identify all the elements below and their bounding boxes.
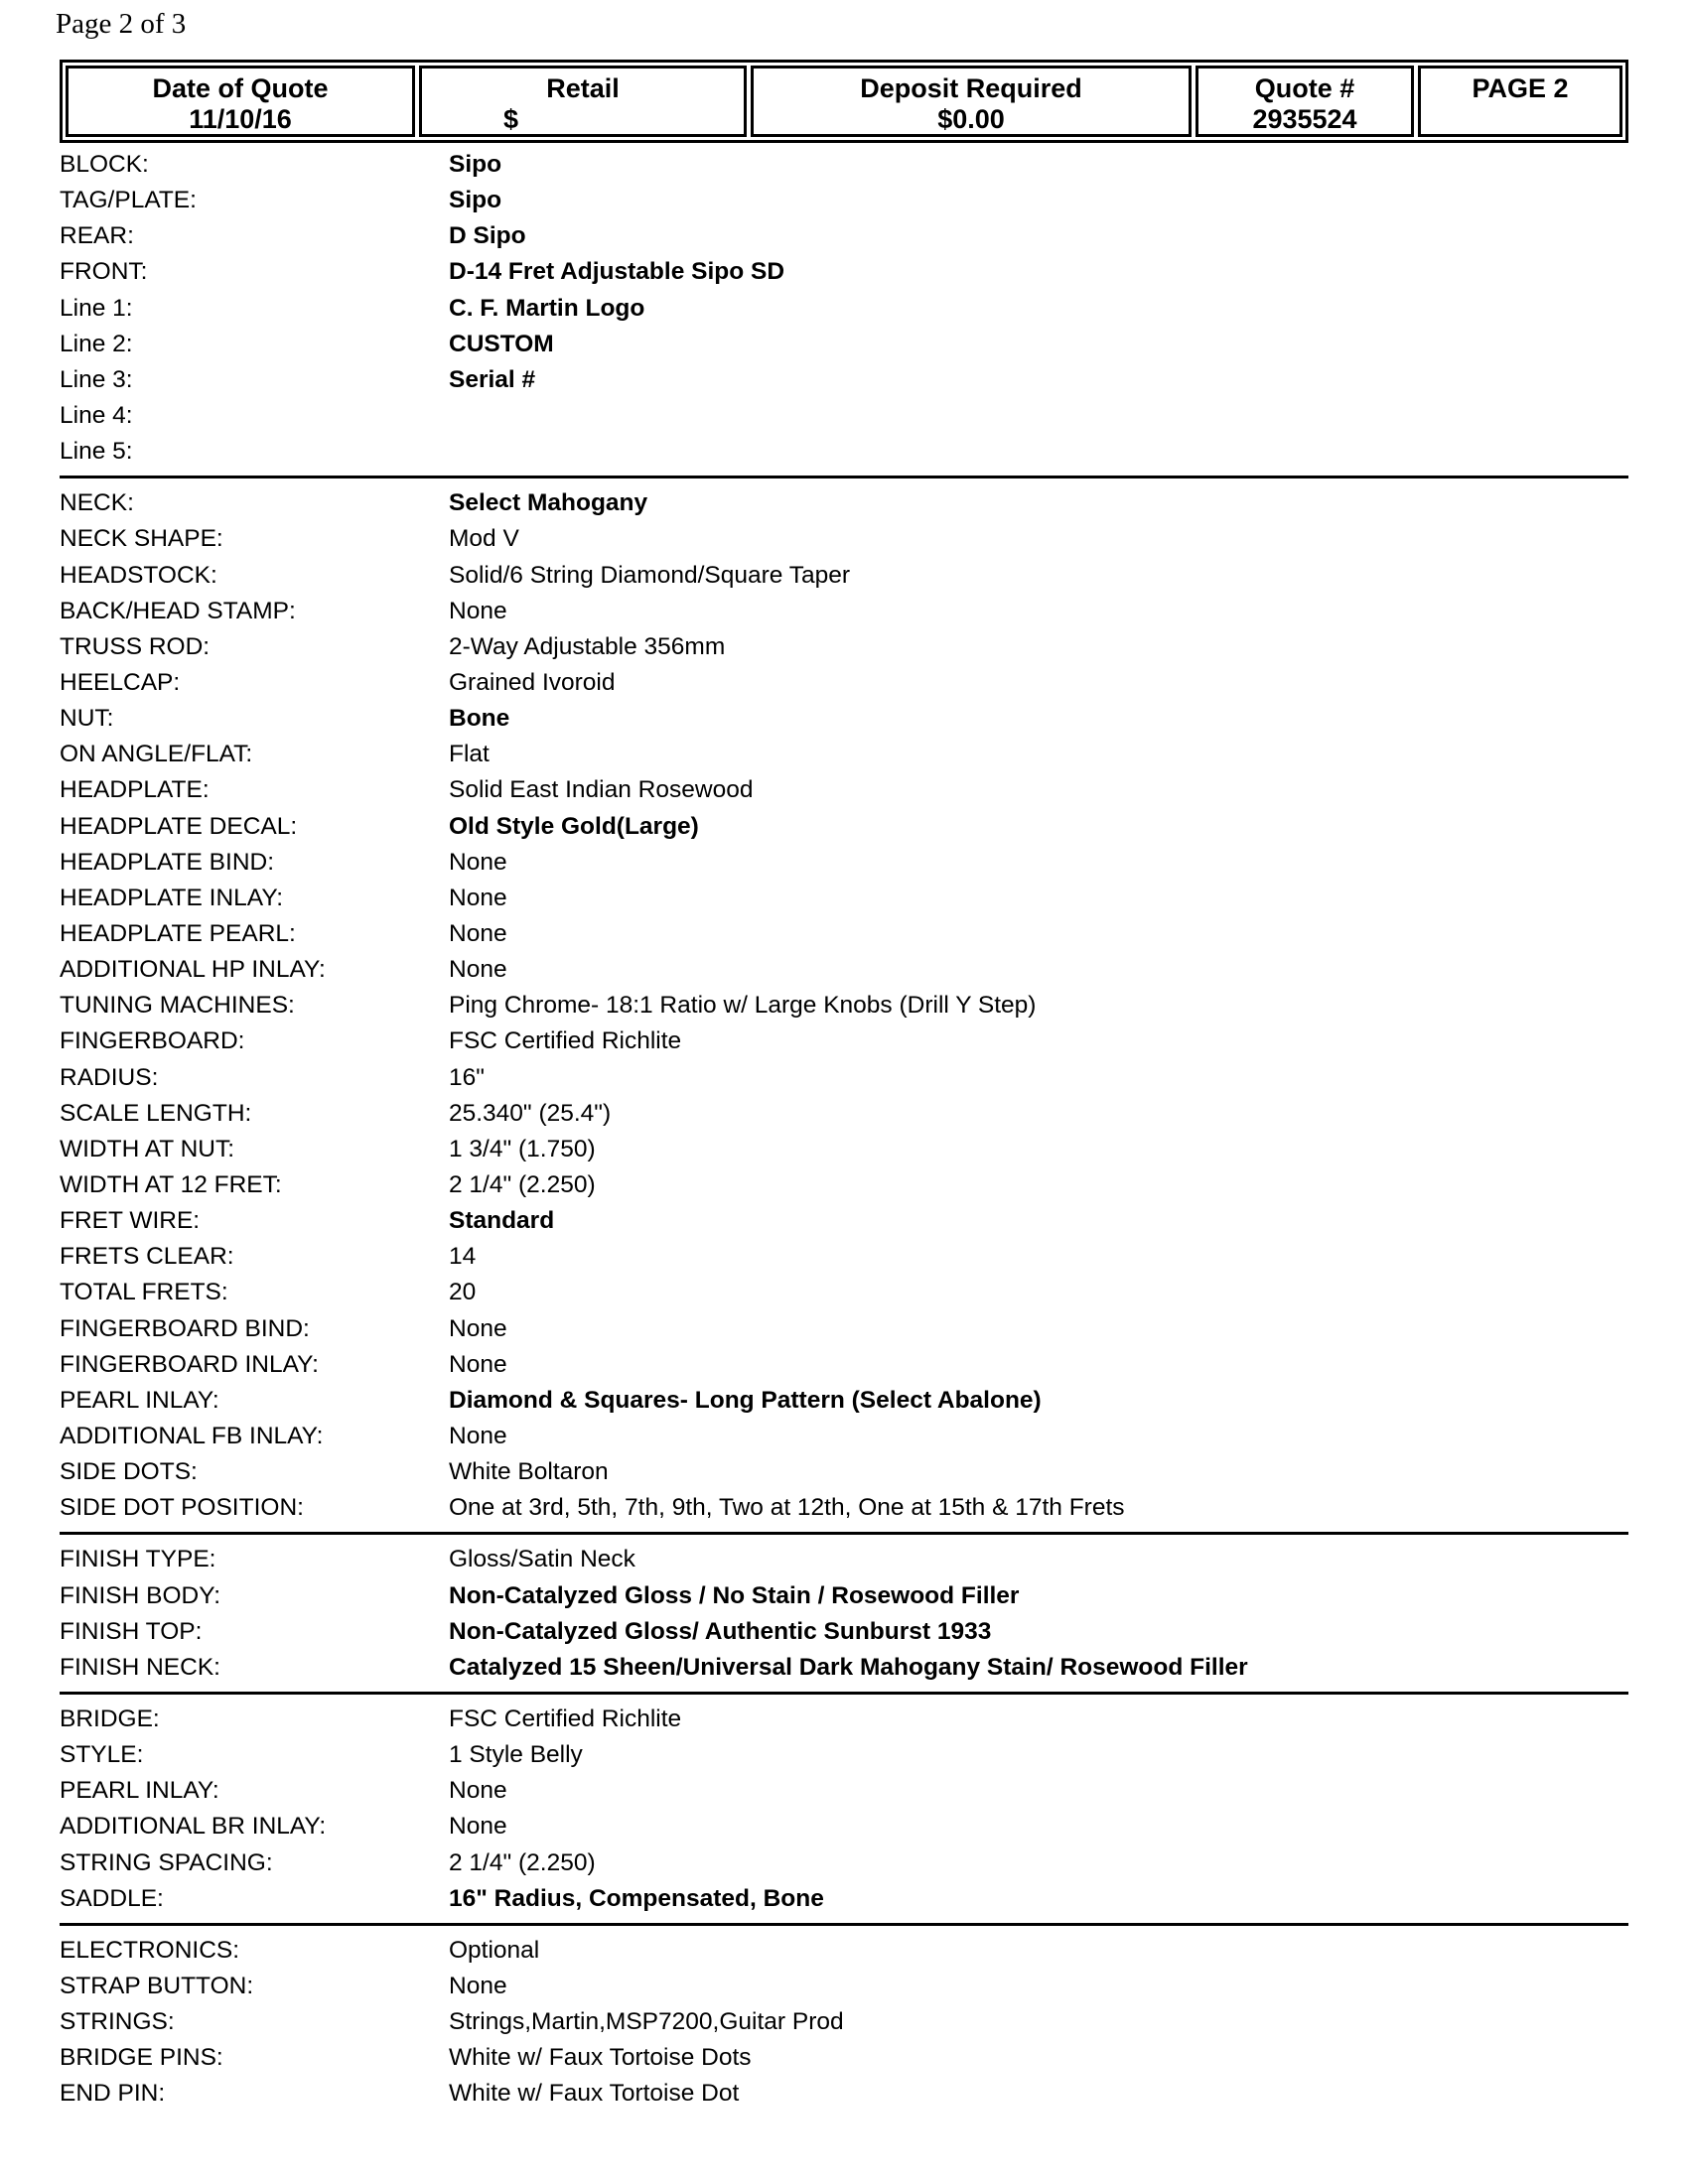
date-of-quote-cell: [66, 66, 415, 137]
spec-row: [60, 988, 1628, 1024]
spec-row: [60, 1881, 1628, 1917]
spec-section: [60, 147, 1628, 470]
spec-label: HEADSTOCK:: [60, 561, 217, 589]
spec-label: FINGERBOARD INLAY:: [60, 1350, 319, 1378]
spec-row: [60, 434, 1628, 470]
spec-value: 1 3/4" (1.750): [449, 1135, 596, 1162]
deposit-required-value: $0.00: [937, 104, 1005, 134]
retail-label: Retail: [546, 73, 620, 103]
quote-header-table: [60, 60, 1628, 143]
spec-value: 2 1/4" (2.250): [449, 1848, 596, 1876]
section-divider: [60, 476, 1628, 478]
spec-row: [60, 1347, 1628, 1383]
section-divider: [60, 1923, 1628, 1926]
spec-label: FINGERBOARD:: [60, 1027, 245, 1055]
spec-label: BRIDGE:: [60, 1705, 160, 1732]
spec-row: [60, 2076, 1628, 2112]
spec-label: END PIN:: [60, 2080, 166, 2108]
spec-value: Serial #: [449, 365, 536, 393]
spec-label: BRIDGE PINS:: [60, 2044, 223, 2072]
date-of-quote-value: 11/10/16: [189, 104, 292, 134]
spec-label: ON ANGLE/FLAT:: [60, 741, 253, 768]
spec-row: [60, 521, 1628, 557]
spec-row: [60, 1809, 1628, 1844]
spec-value: CUSTOM: [449, 330, 554, 357]
spec-value: Flat: [449, 741, 490, 768]
spec-label: HEADPLATE BIND:: [60, 848, 275, 876]
spec-label: STRING SPACING:: [60, 1848, 273, 1876]
spec-value: D-14 Fret Adjustable Sipo SD: [449, 258, 785, 286]
spec-row: [60, 1737, 1628, 1773]
spec-value: Diamond & Squares- Long Pattern (Select Abalone): [449, 1386, 1042, 1414]
spec-label: SIDE DOT POSITION:: [60, 1494, 304, 1522]
spec-value: White w/ Faux Tortoise Dot: [449, 2080, 740, 2108]
page-number-cell: [1418, 66, 1622, 137]
spec-row: [60, 1096, 1628, 1132]
spec-label: Line 4:: [60, 402, 133, 430]
spec-label: FINISH NECK:: [60, 1653, 220, 1681]
spec-row: [60, 1203, 1628, 1239]
page-number-label: PAGE 2: [1472, 73, 1569, 103]
spec-value: Non-Catalyzed Gloss/ Authentic Sunburst 1933: [449, 1617, 992, 1645]
spec-value: 2-Way Adjustable 356mm: [449, 632, 726, 660]
spec-label: PEARL INLAY:: [60, 1386, 219, 1414]
spec-value: None: [449, 884, 507, 911]
spec-value: 2 1/4" (2.250): [449, 1171, 596, 1198]
spec-row: [60, 881, 1628, 916]
spec-value: 14: [449, 1243, 477, 1271]
spec-label: BACK/HEAD STAMP:: [60, 597, 296, 624]
spec-value: Solid East Indian Rosewood: [449, 776, 754, 804]
spec-label: Line 2:: [60, 330, 133, 357]
spec-value: Strings,Martin,MSP7200,Guitar Prod: [449, 2008, 844, 2036]
spec-label: Line 1:: [60, 294, 133, 322]
retail-cell: [419, 66, 747, 137]
spec-row: [60, 1650, 1628, 1686]
spec-list: [60, 147, 1628, 2112]
spec-section: [60, 1542, 1628, 1686]
spec-label: NUT:: [60, 705, 114, 733]
spec-label: TUNING MACHINES:: [60, 992, 295, 1020]
spec-label: ADDITIONAL HP INLAY:: [60, 956, 326, 984]
spec-label: FINISH TOP:: [60, 1617, 203, 1645]
spec-row: [60, 1024, 1628, 1059]
spec-value: Standard: [449, 1207, 555, 1235]
spec-section: [60, 1933, 1628, 2113]
spec-label: FRETS CLEAR:: [60, 1243, 234, 1271]
spec-value: Gloss/Satin Neck: [449, 1546, 635, 1573]
spec-value: 25.340" (25.4"): [449, 1099, 612, 1127]
spec-section: [60, 485, 1628, 1526]
spec-row: [60, 558, 1628, 594]
spec-value: Old Style Gold(Large): [449, 812, 699, 840]
spec-label: Line 3:: [60, 365, 133, 393]
spec-row: [60, 845, 1628, 881]
spec-label: ELECTRONICS:: [60, 1936, 240, 1964]
spec-label: TRUSS ROD:: [60, 632, 211, 660]
spec-label: TOTAL FRETS:: [60, 1279, 228, 1306]
deposit-required-label: Deposit Required: [860, 73, 1082, 103]
quote-number-cell: [1196, 66, 1414, 137]
spec-value: D Sipo: [449, 222, 526, 250]
spec-value: None: [449, 1350, 507, 1378]
spec-row: [60, 1773, 1628, 1809]
spec-value: Optional: [449, 1936, 540, 1964]
spec-label: FRET WIRE:: [60, 1207, 201, 1235]
spec-value: Bone: [449, 705, 510, 733]
spec-row: [60, 1933, 1628, 1969]
spec-row: [60, 1239, 1628, 1275]
spec-value: Non-Catalyzed Gloss / No Stain / Rosewood Filler: [449, 1581, 1020, 1609]
spec-section: [60, 1702, 1628, 1917]
spec-label: FRONT:: [60, 258, 148, 286]
spec-row: [60, 291, 1628, 327]
spec-value: None: [449, 1777, 507, 1805]
spec-label: SADDLE:: [60, 1884, 164, 1912]
spec-label: STYLE:: [60, 1741, 144, 1769]
spec-value: Solid/6 String Diamond/Square Taper: [449, 561, 851, 589]
date-of-quote-label: Date of Quote: [152, 73, 329, 103]
spec-value: Sipo: [449, 187, 502, 214]
section-divider: [60, 1532, 1628, 1535]
spec-label: HEADPLATE:: [60, 776, 210, 804]
spec-row: [60, 398, 1628, 434]
spec-row: [60, 1542, 1628, 1577]
spec-label: ADDITIONAL FB INLAY:: [60, 1422, 324, 1449]
deposit-required-cell: [751, 66, 1192, 137]
spec-value: None: [449, 1314, 507, 1342]
retail-value: $: [503, 104, 519, 134]
spec-value: None: [449, 1813, 507, 1841]
spec-row: [60, 1614, 1628, 1650]
spec-label: FINISH BODY:: [60, 1581, 221, 1609]
spec-value: Select Mahogany: [449, 489, 648, 517]
spec-row: [60, 952, 1628, 988]
spec-label: HEELCAP:: [60, 669, 181, 697]
spec-row: [60, 1419, 1628, 1454]
spec-row: [60, 1969, 1628, 2004]
spec-row: [60, 1167, 1628, 1203]
spec-value: Ping Chrome- 18:1 Ratio w/ Large Knobs (Drill Y Step): [449, 992, 1037, 1020]
page-label: Page 2 of 3: [56, 8, 187, 40]
spec-value: 16": [449, 1063, 485, 1091]
spec-row: [60, 916, 1628, 952]
spec-value: White w/ Faux Tortoise Dots: [449, 2044, 752, 2072]
spec-row: [60, 1844, 1628, 1880]
spec-label: NECK:: [60, 489, 134, 517]
spec-value: Grained Ivoroid: [449, 669, 616, 697]
spec-row: [60, 362, 1628, 398]
spec-value: White Boltaron: [449, 1458, 609, 1486]
spec-row: [60, 147, 1628, 183]
spec-label: FINGERBOARD BIND:: [60, 1314, 310, 1342]
spec-row: [60, 737, 1628, 772]
spec-label: NECK SHAPE:: [60, 525, 223, 553]
spec-row: [60, 701, 1628, 737]
spec-label: RADIUS:: [60, 1063, 159, 1091]
spec-value: None: [449, 848, 507, 876]
quote-number-label: Quote #: [1254, 73, 1355, 103]
spec-row: [60, 1311, 1628, 1347]
spec-value: FSC Certified Richlite: [449, 1027, 682, 1055]
spec-row: [60, 218, 1628, 254]
spec-label: STRINGS:: [60, 2008, 175, 2036]
spec-row: [60, 2040, 1628, 2076]
spec-row: [60, 1060, 1628, 1096]
spec-value: None: [449, 956, 507, 984]
spec-value: Mod V: [449, 525, 519, 553]
section-divider: [60, 1692, 1628, 1695]
spec-value: Catalyzed 15 Sheen/Universal Dark Mahogany Stain/ Rosewood Filler: [449, 1653, 1248, 1681]
spec-row: [60, 485, 1628, 521]
spec-value: 1 Style Belly: [449, 1741, 583, 1769]
spec-row: [60, 2004, 1628, 2040]
spec-row: [60, 1454, 1628, 1490]
spec-label: BLOCK:: [60, 151, 149, 179]
spec-row: [60, 809, 1628, 845]
spec-value: C. F. Martin Logo: [449, 294, 645, 322]
spec-row: [60, 772, 1628, 808]
spec-row: [60, 327, 1628, 362]
spec-value: 16" Radius, Compensated, Bone: [449, 1884, 824, 1912]
spec-row: [60, 1275, 1628, 1310]
quote-number-value: 2935524: [1252, 104, 1357, 134]
spec-value: None: [449, 1422, 507, 1449]
spec-label: WIDTH AT 12 FRET:: [60, 1171, 282, 1198]
spec-value: Sipo: [449, 151, 502, 179]
spec-row: [60, 183, 1628, 218]
spec-row: [60, 1132, 1628, 1167]
spec-value: 20: [449, 1279, 477, 1306]
spec-row: [60, 1577, 1628, 1613]
spec-label: SCALE LENGTH:: [60, 1099, 252, 1127]
spec-label: HEADPLATE DECAL:: [60, 812, 298, 840]
spec-row: [60, 594, 1628, 629]
spec-row: [60, 1490, 1628, 1526]
spec-label: WIDTH AT NUT:: [60, 1135, 235, 1162]
spec-label: HEADPLATE INLAY:: [60, 884, 284, 911]
spec-label: SIDE DOTS:: [60, 1458, 198, 1486]
spec-value: FSC Certified Richlite: [449, 1705, 682, 1732]
spec-label: HEADPLATE PEARL:: [60, 920, 296, 948]
spec-row: [60, 1702, 1628, 1737]
spec-label: FINISH TYPE:: [60, 1546, 216, 1573]
spec-label: ADDITIONAL BR INLAY:: [60, 1813, 327, 1841]
spec-label: REAR:: [60, 222, 134, 250]
spec-row: [60, 665, 1628, 701]
spec-label: TAG/PLATE:: [60, 187, 197, 214]
spec-label: STRAP BUTTON:: [60, 1972, 254, 1999]
spec-label: Line 5:: [60, 438, 133, 466]
spec-value: None: [449, 920, 507, 948]
spec-row: [60, 1383, 1628, 1419]
spec-row: [60, 629, 1628, 665]
spec-value: None: [449, 1972, 507, 1999]
spec-row: [60, 254, 1628, 290]
spec-value: None: [449, 597, 507, 624]
spec-value: One at 3rd, 5th, 7th, 9th, Two at 12th, One at 15th & 17th Frets: [449, 1494, 1125, 1522]
spec-label: PEARL INLAY:: [60, 1777, 219, 1805]
